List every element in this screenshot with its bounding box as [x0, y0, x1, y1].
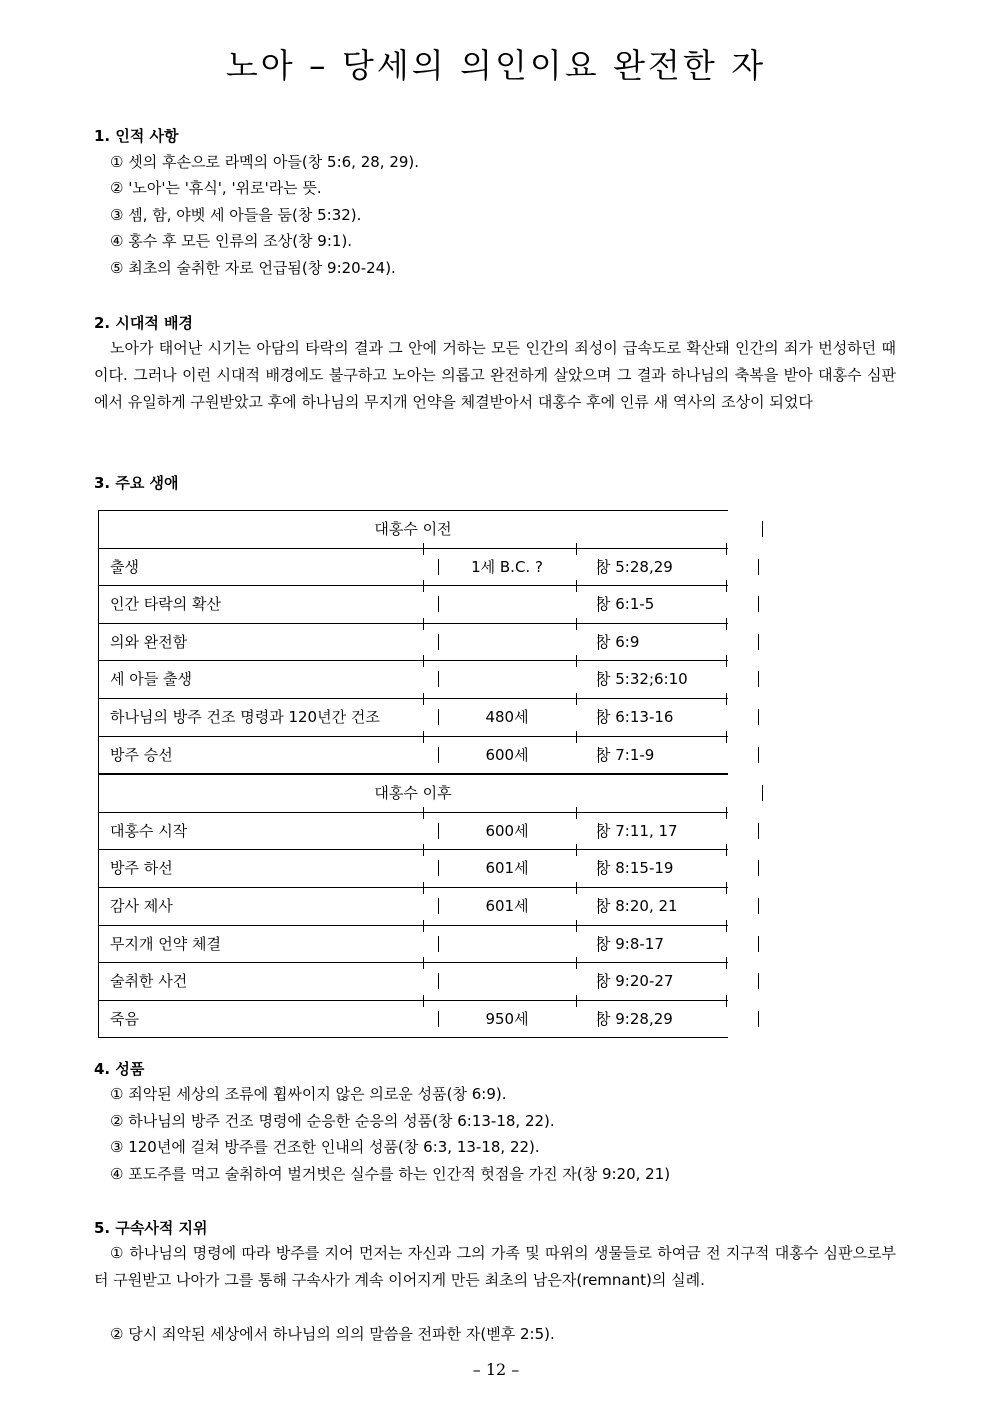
reference-cell: 창 5:28,29: [596, 557, 673, 576]
event-cell: 죽음: [110, 1009, 139, 1028]
age-cell: 600세: [485, 821, 529, 840]
sec1-item-2: ② '노아'는 '휴식', '위로'라는 뜻.: [110, 179, 322, 197]
event-cell: 세 아들 출생: [110, 670, 192, 689]
age-cell: [438, 661, 576, 698]
age-cell: [438, 963, 576, 1000]
before-flood-label: 대홍수 이전: [374, 520, 452, 538]
event-cell: 감사 제사: [110, 896, 173, 915]
reference-cell: 창 9:28,29: [596, 1009, 673, 1028]
reference-cell: 창 9:20-27: [596, 972, 674, 991]
age-cell: 1세 B.C. ?: [471, 557, 543, 576]
sec1-item-3: ③ 셈, 함, 야벳 세 아들을 둠(창 5:32).: [110, 206, 362, 224]
reference-cell: 창 7:1-9: [596, 745, 655, 764]
section-5-heading: 5. 구속사적 지위: [94, 1219, 208, 1237]
table-row: [98, 1000, 728, 1039]
reference-cell: 창 7:11, 17: [596, 821, 678, 840]
age-cell: 601세: [485, 896, 529, 915]
table-row: [98, 623, 728, 661]
table-row: [98, 849, 728, 887]
page-number: – 12 –: [472, 1360, 520, 1379]
sec2-paragraph: 노아가 태어난 시기는 아담의 타락의 결과 그 안에 거하는 모든 인간의 죄성이 급속도로 확산돼 인간의 죄가 번성하던 때이다. 그러나 이런 시대적 배경에도 불구하고 노아는 의롭고 완전하게 살았으며 그 결과 하나님의 축복을 받아 대홍수 심판에서 유일하게 구원받았고 후에 하나님의 무지개 언약을 체결받아서 대홍수 후에 인류 새 역사의 조상이 되었다: [94, 339, 896, 411]
sec5-item-2: ② 당시 죄악된 세상에서 하나님의 의의 말씀을 전파한 자(벧후 2:5).: [110, 1325, 555, 1343]
age-cell: [438, 926, 576, 963]
event-cell: 하나님의 방주 건조 명령과 120년간 건조: [110, 707, 380, 726]
sec4-item-2: ② 하나님의 방주 건조 명령에 순응한 순응의 성품(창 6:13-18, 22).: [110, 1112, 555, 1130]
section-1-heading: 1. 인적 사항: [94, 127, 179, 145]
event-cell: 인간 타락의 확산: [110, 595, 221, 614]
event-cell: 의와 완전함: [110, 632, 188, 651]
table-row: [98, 736, 728, 775]
reference-cell: 창 6:9: [596, 632, 640, 651]
table-row: [98, 812, 728, 850]
reference-cell: 창 8:20, 21: [596, 896, 678, 915]
event-cell: 무지개 언약 체결: [110, 934, 221, 953]
reference-cell: 창 9:8-17: [596, 934, 664, 953]
age-cell: 480세: [485, 707, 529, 726]
event-cell: 방주 하선: [110, 859, 173, 878]
table-header-after: [98, 774, 728, 812]
sec1-item-1: ① 셋의 후손으로 라멕의 아들(창 5:6, 28, 29).: [110, 153, 420, 171]
reference-cell: 창 5:32;6:10: [596, 670, 688, 689]
age-cell: 600세: [485, 745, 529, 764]
event-cell: 술취한 사건: [110, 972, 188, 991]
age-cell: [438, 624, 576, 661]
table-row: [98, 660, 728, 698]
reference-cell: 창 6:1-5: [596, 595, 655, 614]
table-row: [98, 548, 728, 586]
sec4-item-3: ③ 120년에 걸쳐 방주를 건조한 인내의 성품(창 6:3, 13-18, 22).: [110, 1138, 540, 1156]
sec5-item-1: ① 하나님의 명령에 따라 방주를 지어 먼저는 자신과 그의 가족 및 따위의 생물들로 하여금 전 지구적 대홍수 심판으로부터 구원받고 나아가 그를 통해 구속사가 계속 이어지게 만든 최초의 남은자(remnant)의 실례.: [94, 1244, 896, 1289]
sec4-item-1: ① 죄악된 세상의 조류에 휩싸이지 않은 의로운 성품(창 6:9).: [110, 1085, 507, 1103]
life-events-table: [98, 510, 728, 1038]
table-header-before: [98, 510, 728, 548]
table-row: [98, 925, 728, 963]
section-4-heading: 4. 성품: [94, 1060, 145, 1078]
event-cell: 대홍수 시작: [110, 821, 188, 840]
after-flood-label: 대홍수 이후: [374, 784, 452, 803]
sec4-item-4: ④ 포도주를 먹고 술취하여 벌거벗은 실수를 하는 인간적 헛점을 가진 자(창 9:20, 21): [110, 1165, 671, 1183]
age-cell: [438, 586, 576, 623]
section-3-heading: 3. 주요 생애: [94, 474, 179, 492]
age-cell: 950세: [485, 1009, 529, 1028]
reference-cell: 창 8:15-19: [596, 859, 674, 878]
table-row: [98, 887, 728, 925]
table-row: [98, 698, 728, 736]
section-2-heading: 2. 시대적 배경: [94, 314, 194, 332]
sec1-item-4: ④ 홍수 후 모든 인류의 조상(창 9:1).: [110, 232, 353, 250]
age-cell: 601세: [485, 859, 529, 878]
event-cell: 출생: [110, 557, 139, 576]
event-cell: 방주 승선: [110, 745, 173, 764]
table-row: [98, 962, 728, 1000]
reference-cell: 창 6:13-16: [596, 707, 674, 726]
table-row: [98, 585, 728, 623]
page-title: 노아 – 당세의 의인이요 완전한 자: [225, 46, 767, 85]
sec1-item-5: ⑤ 최초의 술취한 자로 언급됨(창 9:20-24).: [110, 259, 396, 277]
